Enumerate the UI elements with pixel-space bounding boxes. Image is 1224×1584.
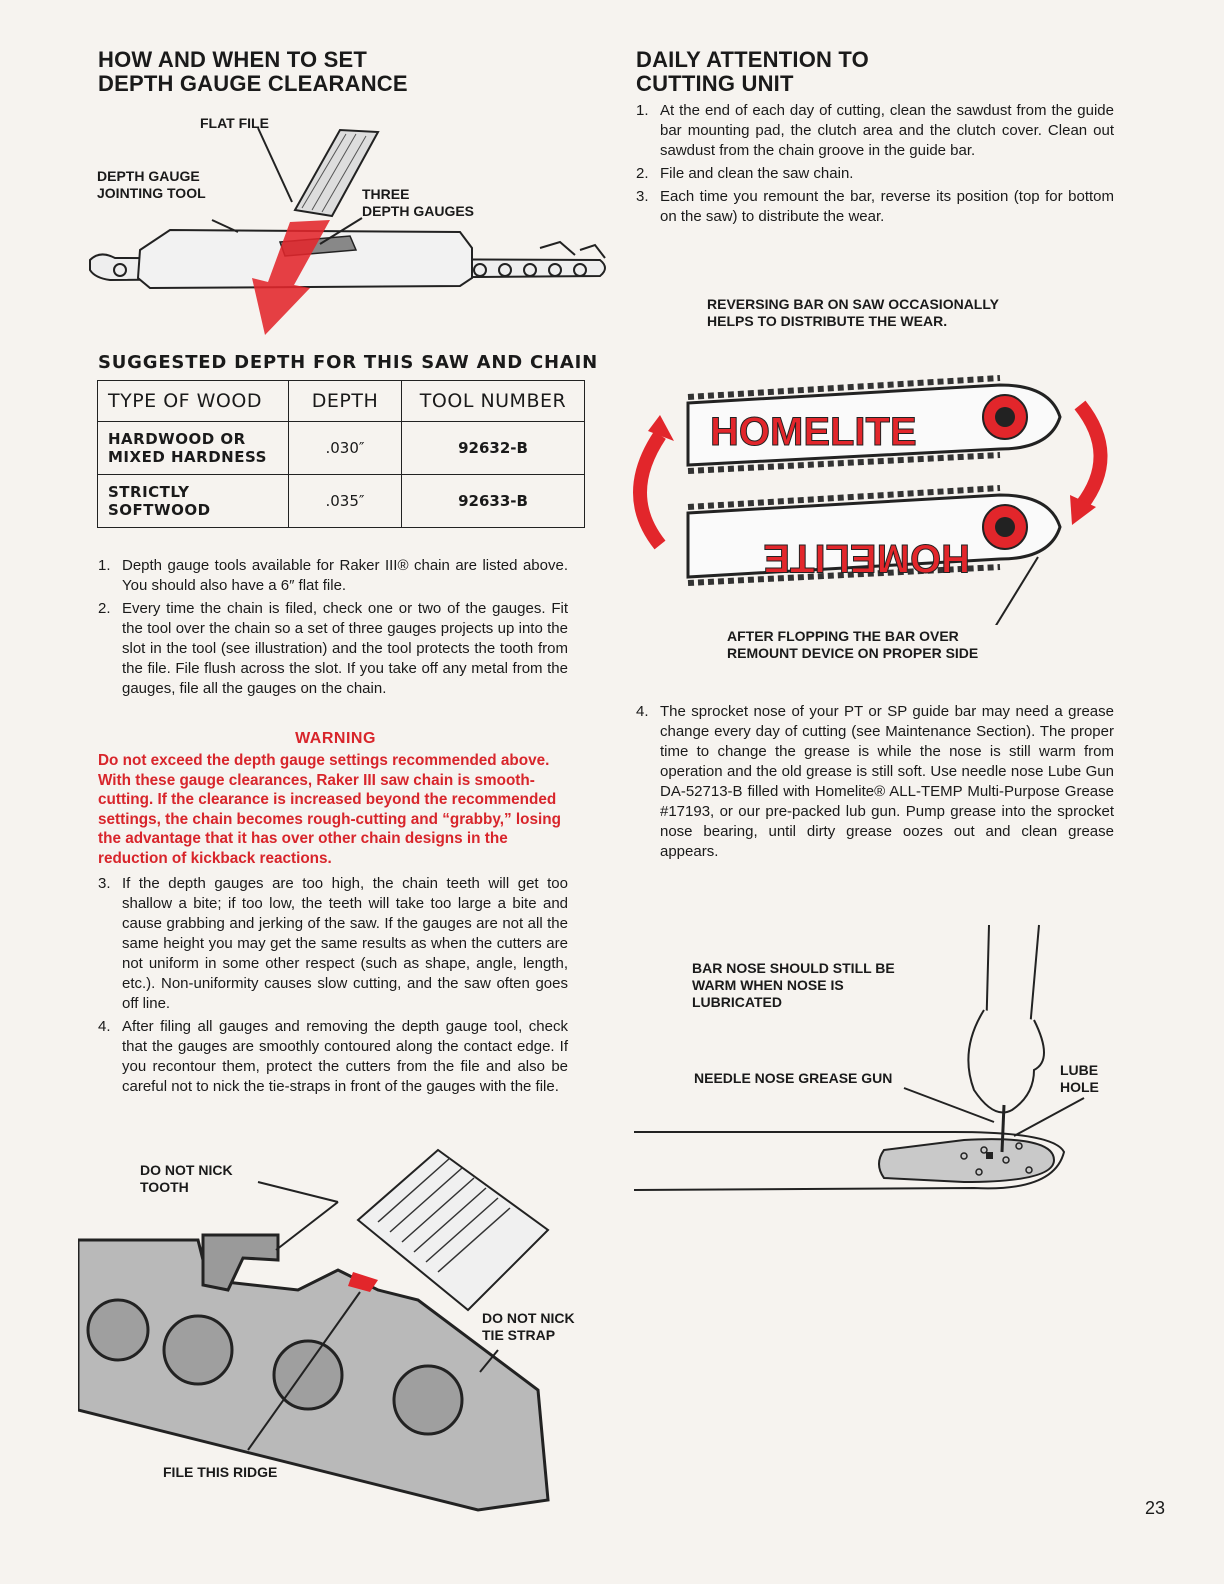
right-heading-line1: DAILY ATTENTION TO — [636, 47, 869, 72]
item-text: Depth gauge tools available for Raker III® chain are listed above. You should also have a 6″ flat file. — [122, 557, 568, 594]
list-item — [98, 599, 568, 699]
right-list-a — [636, 101, 1114, 230]
nick-strap-label: DO NOT NICK TIE STRAP — [482, 1310, 575, 1343]
three-gauges-label: THREE DEPTH GAUGES — [362, 186, 475, 219]
left-heading — [98, 48, 408, 96]
nick-tooth-label: DO NOT NICK TOOTH — [140, 1162, 233, 1195]
lube-hole-label: LUBE HOLE — [1060, 1062, 1099, 1095]
item-number: 4. — [636, 703, 649, 720]
left-heading-line2: DEPTH GAUGE CLEARANCE — [98, 71, 408, 96]
rotation-arrow-left — [640, 435, 660, 545]
item-number: 1. — [98, 557, 111, 574]
chain-closeup-figure — [78, 1140, 598, 1520]
right-heading-line2: CUTTING UNIT — [636, 71, 794, 96]
depth-table — [97, 380, 585, 528]
brand-top: HOMELITE — [710, 410, 917, 454]
hand — [968, 1010, 1044, 1113]
grease-gun-label: NEEDLE NOSE GREASE GUN — [694, 1070, 893, 1086]
item-text: After filing all gauges and removing the depth gauge tool, check that the gauges are smoothly contoured along the contact edge. If you recontour them, protect the cutters from the file and also be careful not to nick the tie-straps in front of the gauges with the file. — [122, 1018, 568, 1095]
reversing-bar-illustration — [620, 345, 1120, 625]
table-header: DEPTH — [289, 381, 402, 422]
needle-nose — [1002, 1105, 1004, 1152]
list-item — [636, 702, 1114, 862]
item-text: Each time you remount the bar, reverse its position (top for bottom on the saw) to distribute the wear. — [660, 188, 1114, 225]
item-text: Every time the chain is filed, check one or two of the gauges. Fit the tool over the chain so a set of three gauges projects up into the slot in the tool (see illustration) and the tool protects the tooth from the file. File flush across the slot. If you take off any metal from the gauges, file all the gauges on the chain. — [122, 600, 568, 697]
warm-note-label: BAR NOSE SHOULD STILL BE WARM WHEN NOSE IS LUBRICATED — [692, 960, 895, 1010]
item-number: 3. — [636, 188, 649, 205]
item-number: 2. — [98, 600, 111, 617]
rotation-arrow-right — [1080, 405, 1101, 505]
item-text: If the depth gauges are too high, the chain teeth will get too shallow a bite; if too low, the teeth will take too large a bite and cause grabbing and jerking of the saw. If the gauges are not all the same height you may get the same results as when the cutters are not uniform in some other respect (such as shape, angle, length, etc.). Non-uniformity causes slow cutting, and the saw often goes off line. — [122, 875, 568, 1012]
item-number: 1. — [636, 102, 649, 119]
list-item — [98, 874, 568, 1014]
right-list-b — [636, 702, 1114, 865]
item-number: 4. — [98, 1018, 111, 1035]
table-title: SUGGESTED DEPTH FOR THIS SAW AND CHAIN — [98, 352, 598, 373]
left-heading-line1: HOW AND WHEN TO SET — [98, 47, 368, 72]
table-header-row — [98, 381, 585, 422]
lube-hole — [986, 1152, 993, 1159]
brand-bottom: HOMELITE — [763, 536, 970, 580]
table-cell-wood: STRICTLY SOFTWOOD — [98, 475, 289, 528]
left-list-a — [98, 556, 568, 702]
warning-title: WARNING — [295, 730, 376, 747]
table-cell-wood: HARDWOOD OR MIXED HARDNESS — [98, 422, 289, 475]
right-heading — [636, 48, 869, 96]
reversing-bar-figure — [620, 345, 1120, 625]
table-header: TYPE OF WOOD — [98, 381, 289, 422]
item-number: 2. — [636, 165, 649, 182]
item-number: 3. — [98, 875, 111, 892]
left-list-b — [98, 874, 568, 1100]
jointing-tool-label: DEPTH GAUGE JOINTING TOOL — [97, 168, 206, 201]
item-text: The sprocket nose of your PT or SP guide bar may need a grease change every day of cutting (see Maintenance Section). The proper time to change the grease is while the nose is still warm from operation and the old grease is still soft. Use needle nose Lube Gun DA-52713-B filled with Homelite® ALL-TEMP Multi-Purpose Grease #17193, or our pre-packed lub gun. Pump grease into the sprocket nose bearing, until dirty grease oozes out and clean grease appears. — [660, 703, 1114, 860]
table-cell-tool: 92632-B — [402, 422, 585, 475]
sprocket-nose — [879, 1139, 1054, 1182]
table-cell-tool: 92633-B — [402, 475, 585, 528]
page-number: 23 — [1145, 1498, 1166, 1518]
list-item — [636, 164, 1114, 184]
cutter-tooth — [203, 1235, 278, 1290]
list-item — [98, 556, 568, 596]
jointing-tool-figure — [80, 110, 620, 350]
flopping-caption: AFTER FLOPPING THE BAR OVER REMOUNT DEVICE ON PROPER SIDE — [727, 628, 979, 661]
table-row — [98, 475, 585, 528]
table-cell-depth: .035″ — [289, 475, 402, 528]
file-ridge-label: FILE THIS RIDGE — [163, 1464, 278, 1480]
table-cell-depth: .030″ — [289, 422, 402, 475]
flat-file-label: FLAT FILE — [200, 115, 269, 131]
grease-gun-figure — [634, 920, 1114, 1200]
table-row — [98, 422, 585, 475]
reversing-caption: REVERSING BAR ON SAW OCCASIONALLY HELPS TO DISTRIBUTE THE WEAR. — [707, 296, 999, 329]
table-header: TOOL NUMBER — [402, 381, 585, 422]
warning-text: Do not exceed the depth gauge settings recommended above. With these gauge clearances, Raker III saw chain is smooth-cutting. If the clearance is increased beyond the recommended settings, the chain becomes rough-cutting and “grabby,” losing the advantage that it has over other chain designs in the reduction of kickback reactions. — [98, 752, 561, 867]
item-text: File and clean the saw chain. — [660, 165, 854, 182]
list-item — [636, 187, 1114, 227]
list-item — [98, 1017, 568, 1097]
file-closeup — [358, 1150, 548, 1310]
item-text: At the end of each day of cutting, clean the sawdust from the guide bar mounting pad, the clutch area and the clutch cover. Clean out sawdust from the chain groove in the guide bar. — [660, 102, 1114, 159]
list-item — [636, 101, 1114, 161]
jointing-tool-illustration — [80, 110, 620, 350]
